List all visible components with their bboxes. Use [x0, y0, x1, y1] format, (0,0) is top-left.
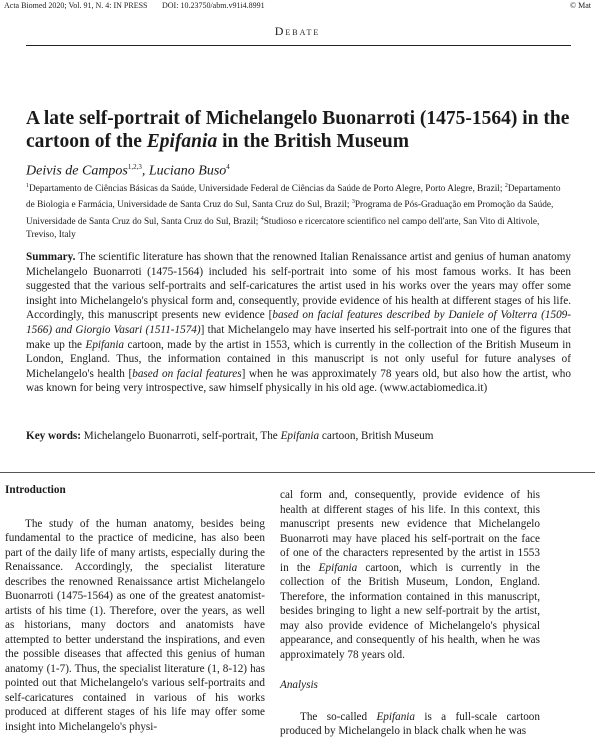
- running-header: [4, 0, 591, 12]
- summary-label: Summary.: [26, 251, 76, 263]
- right-column: [280, 488, 540, 739]
- author-name: Luciano Buso: [148, 163, 227, 179]
- article-title: A late self-portrait of Michelangelo Buonarroti (1475-1564) in the cartoon of the Epifania in the British Museum: [26, 108, 570, 152]
- abstract-divider: [0, 472, 595, 473]
- analysis-heading: Analysis: [280, 679, 318, 691]
- section-label: Debate: [274, 24, 321, 38]
- left-column: [5, 483, 265, 734]
- journal-citation: Acta Biomed 2020; Vol. 91, N. 4: IN PRESS: [4, 1, 148, 10]
- author-name: Deivis de Campos: [26, 163, 128, 179]
- author-list: Deivis de Campos$^{1,2,3}$, Luciano Buso$^4$: [26, 163, 230, 179]
- abstract: Summary. The scientific literature has shown that the renowned Italian Renaissance artist and genius of human anatomy Michelangelo Buonarroti (1475-1564) included his self-portrait into some of his most famous works. It has been suggested that the various self-portraits and self-caricatures the artist used in his works over the years may offer some insight into Michelangelo's physical form and, consequently, provide evidence of his health at different stages of his life. Accordingly, this manuscript presents new evidence [based on facial features described by Daniele of Volterra (1509-1566) and Giorgio Vasari (1511-1574)] that Michelangelo may have inserted his self-portrait into one of the figures that make up the Epifania cartoon, made by the artist in 1553, which is currently in the collection of the British Museum in London, England. Thus, the information contained in this manuscript is not only useful for future analyses of Michelangelo's health [based on facial features] when he was approximately 78 years old, but also how the artist, who was known for being very introspective, saw himself physically in his old age. (www.actabiomedica.it): [26, 251, 572, 395]
- doi[interactable]: DOI: 10.23750/abm.v91i4.8991: [162, 1, 265, 10]
- affiliations: $^1$Departamento de Ciências Básicas da Saúde, Universidade Federal de Ciências da Saúde de Porto Alegre, Porto Alegre, Brazil; $^2$Departamento de Biologia e Farmácia, Universidade de Santa Cruz do Sul, Santa Cruz do Sul, Brazil; $^3$Programa de Pós-Graduação em Promoção da Saúde, Universidade de Santa Cruz do Sul, Santa Cruz do Sul, Brazil; $^4$Studioso e ricercatore scientifico nel campo dell'arte, San Vito di Altivole, Treviso, Italy: [26, 183, 561, 240]
- header-rule: [26, 45, 571, 46]
- analysis-paragraph: The so-called Epifania is a full-scale cartoon produced by Michelangelo in black chalk when he was: [280, 710, 540, 737]
- copyright-notice: © Mat: [570, 1, 591, 10]
- keywords-label: Key words:: [26, 430, 81, 442]
- keywords: Key words: Michelangelo Buonarroti, self-portrait, The Epifania cartoon, British Museum: [26, 430, 434, 442]
- introduction-heading: Introduction: [5, 484, 66, 496]
- introduction-continuation: cal form and, consequently, provide evidence of his health at different stages of his life. In this context, this manuscript presents new evidence that Michelangelo Buonarroti may have placed his self-portrait on the face of one of the characters represented by the artist in 1553 in the Epifania cartoon, which is currently in the collection of the British Museum, London, England. Therefore, the information contained in this manuscript, besides bringing to light a new self-portrait by the artist, may also provide evidence of Michelangelo's physical appearance, and consequently of his health, when he was approximately 78 years old.: [280, 489, 540, 661]
- introduction-paragraph: The study of the human anatomy, besides being fundamental to the practice of medicine, has also been part of the daily life of many artists, especially during the Renaissance. Accordingly, the specialist literature describes the renowned Renaissance artist Michelangelo Buonarroti (1475-1564) as one of the greatest anatomist-artists of his time (1). Therefore, over the years, as well as historians, many doctors and anatomists have attempted to better understand the inspirations, and even the possible diseases that affected this genius of human anatomy (1-7). Thus, the specialist literature (1, 8-12) has pointed out that Michelangelo's various self-portraits and self-caricatures contained in various of his works produced at different stages of his life may offer some insight into Michelangelo's physi-: [5, 517, 265, 733]
